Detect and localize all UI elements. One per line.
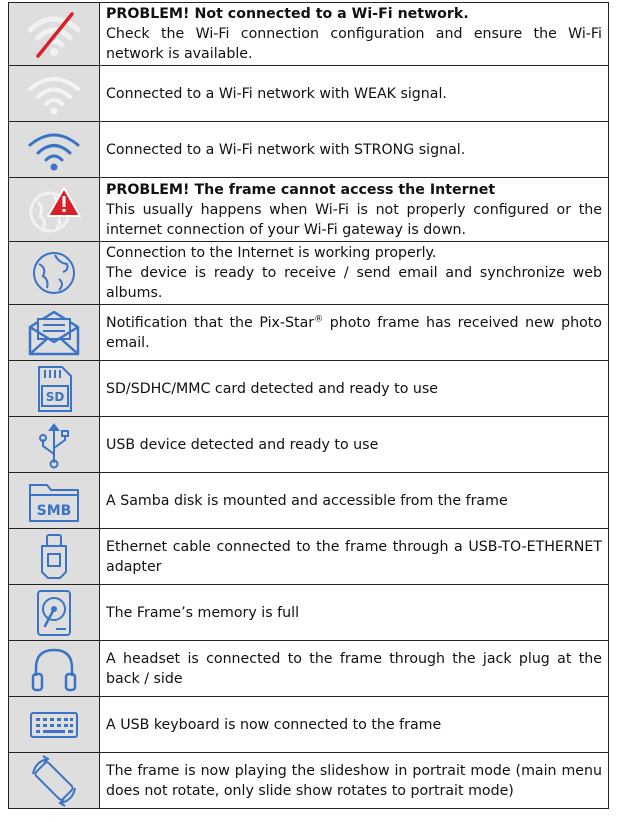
- icon-cell: [9, 641, 100, 697]
- description-text: The device is ready to receive / send email and synchronize web albums.: [106, 265, 602, 301]
- icon-cell: [9, 242, 100, 305]
- description-cell: [100, 361, 609, 417]
- icon-cell: [9, 417, 100, 473]
- description-cell: [100, 122, 609, 178]
- icon-cell: [9, 529, 100, 585]
- keyboard-icon: [28, 708, 80, 742]
- description-cell: [100, 242, 609, 305]
- description-text: Connected to a Wi-Fi network with WEAK signal.: [106, 85, 447, 102]
- samba-folder-icon: [25, 477, 83, 525]
- rotate-icon: [27, 754, 81, 808]
- icon-cell: [9, 66, 100, 122]
- description-text: A Samba disk is mounted and accessible from the frame: [106, 492, 508, 509]
- ethernet-plug-icon: [36, 532, 72, 582]
- table-row: [9, 361, 609, 417]
- globe-warning-icon: [24, 184, 84, 236]
- table-row: [9, 697, 609, 753]
- usb-icon: [34, 420, 74, 470]
- description-text: This usually happens when Wi-Fi is not properly configured or the internet connection of your Wi-Fi gateway is down.: [106, 201, 602, 238]
- icon-cell: [9, 753, 100, 809]
- icon-cell: [9, 305, 100, 361]
- sd-card-icon: [31, 364, 77, 414]
- table-row: [9, 122, 609, 178]
- icon-cell: [9, 473, 100, 529]
- table-row: [9, 178, 609, 242]
- table-row: [9, 473, 609, 529]
- description-cell: [100, 529, 609, 585]
- wifi-weak-icon: [24, 71, 84, 117]
- table-row: [9, 585, 609, 641]
- description-cell: [100, 417, 609, 473]
- icon-cell: [9, 178, 100, 242]
- description-cell: [100, 585, 609, 641]
- icon-cell: [9, 3, 100, 66]
- description-text: Ethernet cable connected to the frame through a USB-TO-ETHERNET adapter: [106, 538, 602, 575]
- wifi-strong-icon: [24, 127, 84, 173]
- table-row: [9, 417, 609, 473]
- problem-title: PROBLEM! Not connected to a Wi-Fi network.: [106, 6, 469, 22]
- description-cell: [100, 697, 609, 753]
- problem-title: PROBLEM! The frame cannot access the Internet: [106, 181, 496, 198]
- samba-folder-label: SMB: [36, 502, 72, 519]
- description-text: SD/SDHC/MMC card detected and ready to use: [106, 380, 439, 397]
- table-row: [9, 641, 609, 697]
- description-text: Check the Wi-Fi connection configuration and ensure the Wi-Fi network is available.: [106, 26, 602, 62]
- description-cell: [100, 473, 609, 529]
- wifi-disconnected-icon: [24, 10, 84, 58]
- icon-cell: [9, 122, 100, 178]
- table-row: [9, 753, 609, 809]
- headset-icon: [28, 644, 80, 694]
- description-text: USB device detected and ready to use: [106, 436, 379, 453]
- description-cell: [100, 178, 609, 242]
- description-cell: [100, 753, 609, 809]
- table-row: [9, 66, 609, 122]
- description-text: Connected to a Wi-Fi network with STRONG signal.: [106, 141, 466, 158]
- description-text: The Frame’s memory is full: [106, 604, 300, 621]
- description-cell: [100, 305, 609, 361]
- description-text: A USB keyboard is now connected to the frame: [106, 716, 442, 733]
- table-row: [9, 3, 609, 66]
- globe-icon: [29, 248, 79, 298]
- description-cell: [100, 66, 609, 122]
- icon-cell: [9, 697, 100, 753]
- description-text: The frame is now playing the slideshow in portrait mode (main menu does not rotate, only slide show rotates to portrait mode): [106, 762, 602, 799]
- description-text: Notification that the Pix-Star® photo frame has received new photo email.: [106, 313, 602, 351]
- table-row: [9, 529, 609, 585]
- table-row: [9, 305, 609, 361]
- status-icon-legend-table: [8, 2, 609, 809]
- icon-cell: [9, 361, 100, 417]
- sd-card-label: SD: [45, 389, 65, 404]
- hard-disk-icon: [34, 588, 74, 638]
- description-text: A headset is connected to the frame through the jack plug at the back / side: [106, 650, 602, 687]
- description-text: Connection to the Internet is working properly.: [106, 245, 437, 261]
- description-cell: [100, 641, 609, 697]
- envelope-icon: [25, 309, 83, 357]
- icon-cell: [9, 585, 100, 641]
- description-cell: [100, 3, 609, 66]
- table-row: [9, 242, 609, 305]
